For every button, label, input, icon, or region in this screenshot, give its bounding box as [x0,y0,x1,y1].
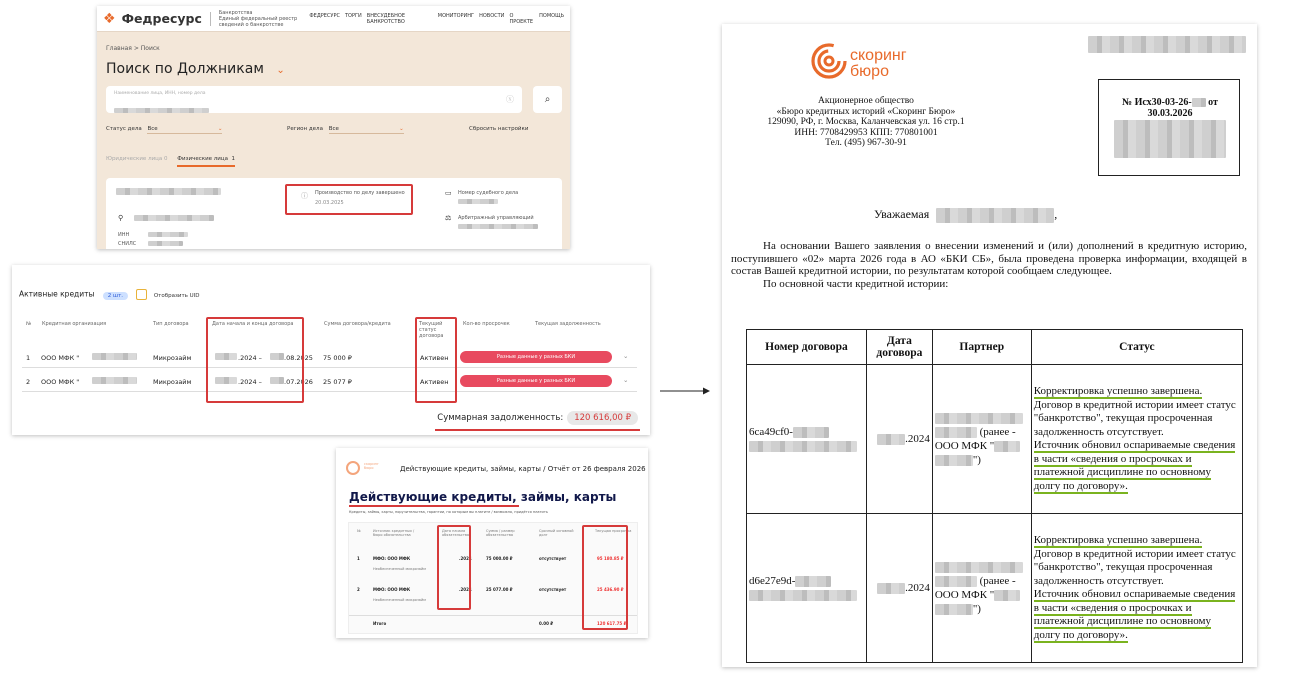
fedresurs-logo-icon: ❖ [103,10,116,27]
highlight-case-status [285,184,413,215]
report-table: № Источник кредитных / бюро обязательства Дата начала обязательства Сумма / размер обязательства Срочный основной долг Текущая просрочка 1 МФО: ООО МФК Необеспеченный микрозайм .2024 75 000.00 ₽ отсутствует 95 180.85 ₽ 2 МФО: ООО МФК Необеспеченный микрозайм .2024 25 077.00 ₽ отсутствует 25 436.90 ₽ Итого 0.00 ₽ 120 617.75 ₽ [348,522,638,634]
tab-physical[interactable]: Физические лица 1 [177,156,235,167]
search-icon: ⌕ [544,94,551,105]
bki-letter-screenshot [722,24,1257,667]
breadcrumb[interactable]: Главная > Поиск [106,45,160,52]
user-icon: ⚖ [445,214,452,222]
reset-filters-link[interactable]: Сбросить настройки [469,126,529,132]
column-header[interactable]: Дата начала и конца договора [212,321,294,327]
redacted-recipient [1088,36,1246,53]
total-debt: Суммарная задолженность: 120 616,00 ₽ [437,411,638,425]
filter-region[interactable]: Регион дела Все ⌄ [287,126,404,132]
active-credits-screenshot [12,265,650,435]
search-mode-select[interactable]: Должникам [176,61,264,77]
clear-icon[interactable]: ⓧ [506,95,514,104]
report-title: Действующие кредиты, займы, карты [349,490,617,504]
info-icon: ⓘ [301,192,308,200]
nav-item[interactable]: О ПРОЕКТЕ [509,12,534,25]
fedresurs-brand-sub: Банкротства Единый федеральный реестр сведений о банкротстве [218,9,298,28]
case-status: Производство по делу завершено [315,190,405,196]
fedresurs-header [97,6,570,32]
search-button[interactable] [533,86,562,113]
chevron-down-icon[interactable]: ⌄ [623,352,629,360]
scoring-bureau-logo-icon [810,42,848,80]
table-row: d6e27e9d- .2024 (ранее - ООО МФК " ") Корректировка успешно завершена. Договор в кредитной истории имеет статус "банкротство", текущая просроченная задолженность отсутствует. Источник обновил оспариваемые сведения в части «сведения о просрочках и платежной дисциплине по основному долгу по договору». [747,514,1243,663]
highlight-report-debt [582,525,628,630]
redacted [114,108,209,113]
filter-status[interactable]: Статус дела Все ⌄ [106,126,223,132]
arrow-right-icon [660,386,710,396]
redacted-address [134,215,214,221]
count-badge: 2 шт. [103,292,128,300]
letter-greeting: Уважаемая , [874,207,1058,221]
highlight-report-dates [437,525,471,610]
chevron-down-icon: ⌄ [399,126,404,132]
fedresurs-brand[interactable]: Федресурс [121,11,202,26]
column-header: Партнер [932,330,1031,365]
letter-table [746,329,1243,663]
table-row[interactable]: 2 ООО МФК " Микрозайм .2024 – .07.2026 25 077 ₽ Активен Разные данные у разных БКИ ⌄ [22,371,637,392]
search-input[interactable]: Наименование лица, ИНН, номер дела ⓧ [106,86,522,113]
redacted-name [116,188,221,195]
table-row: 6ca49cf0- .2024 (ранее - ООО МФК " ") Корректировка успешно завершена. Договор в кредитной истории имеет статус "банкротство", текущая просроченная задолженность отсутствует. Источник обновил оспариваемые сведения в части «сведения о просрочках и платежной дисциплине по основному долгу по договору». [747,365,1243,514]
letter-sender-address: Акционерное общество «Бюро кредитных историй «Скоринг Бюро» 129090, РФ, г. Москва, Каланчевская ул. 16 стр.1 ИНН: 7708429953 КПП: 770801001 Тел. (495) 967-30-91 [767,96,965,148]
show-uid-label: Отобразить UID [153,292,200,299]
location-icon: ⚲ [118,214,124,222]
total-debt-value: 120 616,00 ₽ [567,411,638,425]
nav-item[interactable]: МОНИТОРИНГ [437,12,475,19]
highlight-dates [206,317,304,403]
letter-body: На основании Вашего заявления о внесении изменений и (или) дополнений в кредитную историю, поступившего «02» марта 2026 года в АО «БКИ СБ», была проведена проверка информации, входящей в состав Вашей кредитной истории, по результатам которой сообщаем следующее. По основной части кредитной истории: [731,240,1247,290]
case-date: 20.03.2025 [315,200,344,206]
bki-report-screenshot [336,448,648,638]
report-subtitle: Кредиты, займы, карты, поручительства, гарантии, по которым вы платите / возможно, придётся платить [349,510,548,514]
nav-item[interactable]: ФЕДРЕСУРС [309,12,340,19]
active-credits-title: Активные кредиты 2 шт. Отобразить UID [19,289,200,299]
redacted-block [1114,120,1226,158]
total-underline [435,429,640,431]
debtor-card[interactable]: ⚲ ИНН СНИЛС ⓘ Производство по делу завершено 20.03.2025 ▭ Номер судебного дела ⚖ Арбитражный управляющий [106,178,562,249]
column-header[interactable]: Сумма договора/кредита [324,321,391,327]
nav-item[interactable]: ТОРГИ [344,12,362,19]
page-title: Поиск по Должникам ⌄ [106,61,285,77]
fedresurs-screenshot [97,6,570,249]
column-header[interactable]: Текущая задолженность [535,321,601,327]
table-row[interactable]: 1 ООО МФК " Микрозайм .2024 – .08.2025 75 000 ₽ Активен Разные данные у разных БКИ ⌄ [22,347,637,368]
warning-badge: Разные данные у разных БКИ [460,351,612,363]
fedresurs-nav [309,13,564,25]
column-header: № [26,321,32,327]
nav-item[interactable]: НОВОСТИ [479,12,505,19]
entity-tabs [106,156,235,162]
chevron-down-icon: ⌄ [217,126,223,132]
chevron-down-icon[interactable]: ⌄ [623,376,629,384]
scoring-logo-icon [346,461,360,475]
report-header: Действующие кредиты, займы, карты / Отчёт от 26 февраля 2026 [400,465,646,473]
column-header[interactable]: Кол-во просрочек [463,321,510,327]
warning-badge: Разные данные у разных БКИ [460,375,612,387]
highlight-status [415,317,457,403]
report-logo-text: скоринг бюро [364,462,379,470]
column-header[interactable]: Текущий статус договора [419,321,444,339]
show-uid-checkbox[interactable] [136,289,147,300]
document-icon: ▭ [445,189,452,197]
chevron-down-icon[interactable]: ⌄ [276,65,285,76]
column-header: Дата договора [866,330,932,365]
column-header[interactable]: Кредитная организация [42,321,107,327]
column-header: Статус [1031,330,1242,365]
column-header[interactable]: Тип договора [153,321,189,327]
nav-item[interactable]: ПОМОЩЬ [539,12,564,19]
letter-reference-box: № Исх30-03-26- от 30.03.2026 [1098,79,1240,176]
tab-legal[interactable]: Юридические лица 0 [106,156,168,162]
nav-item[interactable]: ВНЕСУДЕБНОЕ БАНКРОТСТВО [366,12,406,25]
letter-logo-text: скоринг бюро [850,47,907,80]
column-header: Номер договора [747,330,867,365]
